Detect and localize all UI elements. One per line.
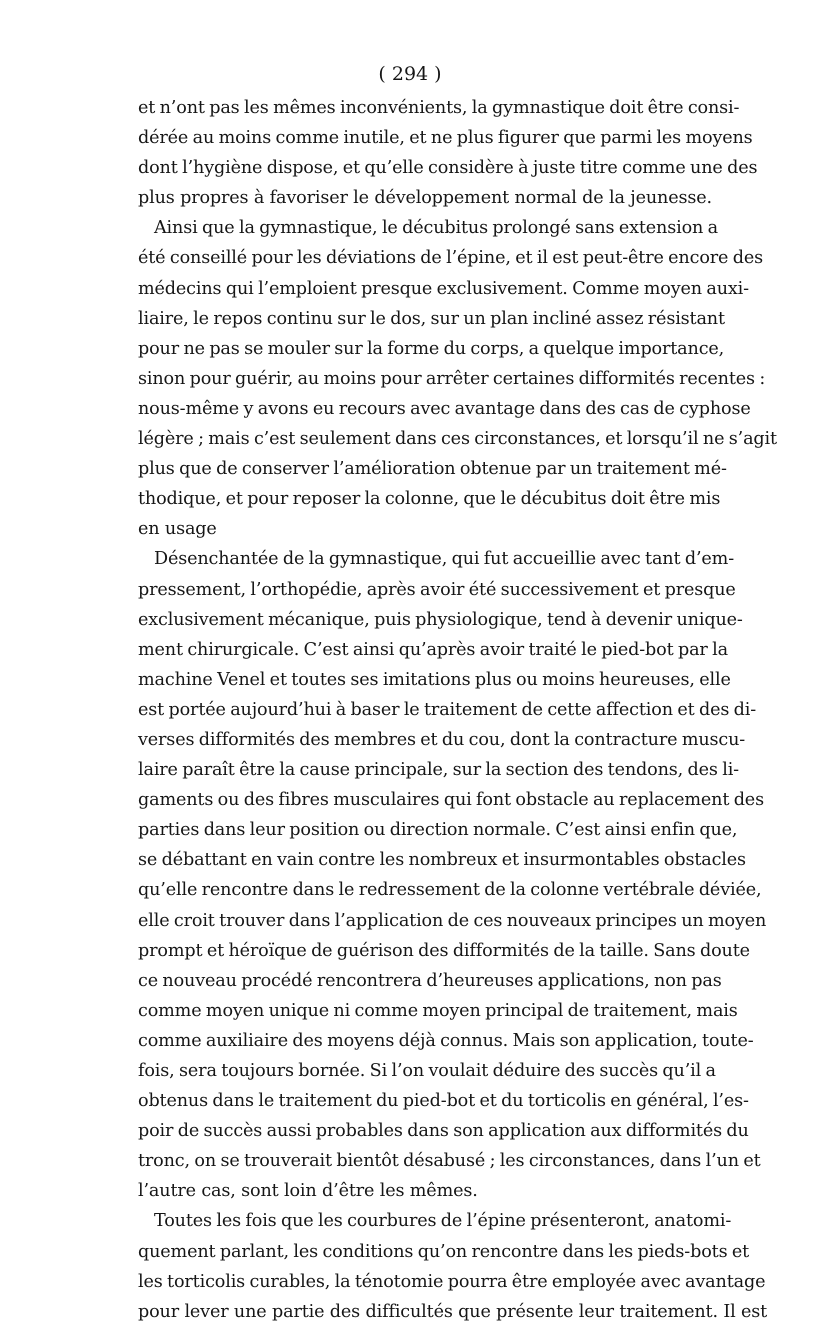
text-line: plus que de conserver l’amélioration obtenue par un traitement mé- [138, 459, 727, 480]
text-line: ce nouveau procédé rencontrera d’heureuses applications, non pas [138, 970, 722, 991]
paragraph [138, 544, 767, 1206]
paragraph [138, 213, 777, 544]
text-line: dérée au moins comme inutile, et ne plus figurer que parmi les moyens [138, 128, 753, 149]
text-line: comme auxiliaire des moyens déjà connus. Mais son application, toute- [138, 1030, 754, 1051]
text-line: est portée aujourd’hui à baser le traitement de cette affection et des di- [138, 699, 757, 720]
text-line: verses difformités des membres et du cou, dont la contracture muscu- [138, 729, 746, 750]
text-line: gaments ou des fibres musculaires qui font obstacle au replacement des [138, 790, 764, 811]
paragraph [138, 93, 758, 213]
text-line: elle croit trouver dans l’application de ces nouveaux principes un moyen [138, 910, 767, 931]
page-number: ( 294 ) [378, 63, 442, 85]
text-line: quement parlant, les conditions qu’on rencontre dans les pieds-bots et [138, 1241, 750, 1262]
text-line: en usage [138, 519, 217, 540]
text-line: été conseillé pour les déviations de l’épine, et il est peut-être encore des [138, 248, 763, 269]
text-line: qu’elle rencontre dans le redressement de la colonne vertébrale déviée, [138, 880, 762, 901]
text-line: médecins qui l’emploient presque exclusivement. Comme moyen auxi- [138, 278, 749, 299]
text-line: prompt et héroïque de guérison des difformités de la taille. Sans doute [138, 940, 750, 961]
text-line: poir de succès aussi probables dans son application aux difformités du [138, 1121, 749, 1142]
text-line: pressement, l’orthopédie, après avoir été successivement et presque [138, 579, 736, 600]
text-line: sinon pour guérir, au moins pour arrêter certaines difformités recentes : [138, 368, 766, 389]
text-line: parties dans leur position ou direction normale. C’est ainsi enfin que, [138, 820, 738, 841]
text-line: se débattant en vain contre les nombreux et insurmontables obstacles [138, 850, 746, 871]
text-line: fois, sera toujours bornée. Si l’on voulait déduire des succès qu’il a [138, 1061, 716, 1081]
text-line: nous-même y avons eu recours avec avantage dans des cas de cyphose [138, 398, 751, 419]
text-line: tronc, on se trouverait bientôt désabusé ; les circonstances, dans l’un et [138, 1151, 761, 1172]
text-line: et n’ont pas les mêmes inconvénients, la gymnastique doit être consi- [138, 98, 740, 118]
text-line: les torticolis curables, la ténotomie pourra être employée avec avantage [138, 1271, 766, 1292]
text-line: thodique, et pour reposer la colonne, que le décubitus doit être mis [138, 489, 721, 510]
text-line: laire paraît être la cause principale, sur la section des tendons, des li- [138, 760, 739, 781]
text-line: dont l’hygiène dispose, et qu’elle considère à juste titre comme une des [138, 158, 758, 179]
text-line: Ainsi que la gymnastique, le décubitus prolongé sans extension a [154, 218, 719, 239]
text-line: légère ; mais c’est seulement dans ces circonstances, et lorsqu’il ne s’agit [138, 429, 777, 450]
text-line: pour lever une partie des difficultés que présente leur traitement. Il est [138, 1301, 768, 1322]
body-text [138, 93, 777, 1327]
paragraph [138, 1206, 768, 1326]
text-line: Toutes les fois que les courbures de l’épine présenteront, anatomi- [154, 1211, 732, 1232]
text-line: Désenchantée de la gymnastique, qui fut accueillie avec tant d’em- [154, 549, 734, 570]
text-line: obtenus dans le traitement du pied-bot et du torticolis en général, l’es- [138, 1091, 749, 1112]
text-line: machine Venel et toutes ses imitations plus ou moins heureuses, elle [138, 669, 731, 690]
text-line: pour ne pas se mouler sur la forme du corps, a quelque importance, [138, 338, 725, 359]
text-line: liaire, le repos continu sur le dos, sur un plan incliné assez résistant [138, 308, 725, 329]
text-line: ment chirurgicale. C’est ainsi qu’après avoir traité le pied-bot par la [138, 639, 728, 660]
text-line: exclusivement mécanique, puis physiologique, tend à devenir unique- [138, 609, 743, 630]
text-line: plus propres à favoriser le développement normal de la jeunesse. [138, 188, 712, 209]
text-line: comme moyen unique ni comme moyen principal de traitement, mais [138, 1000, 738, 1021]
text-line: l’autre cas, sont loin d’être les mêmes. [138, 1181, 478, 1202]
